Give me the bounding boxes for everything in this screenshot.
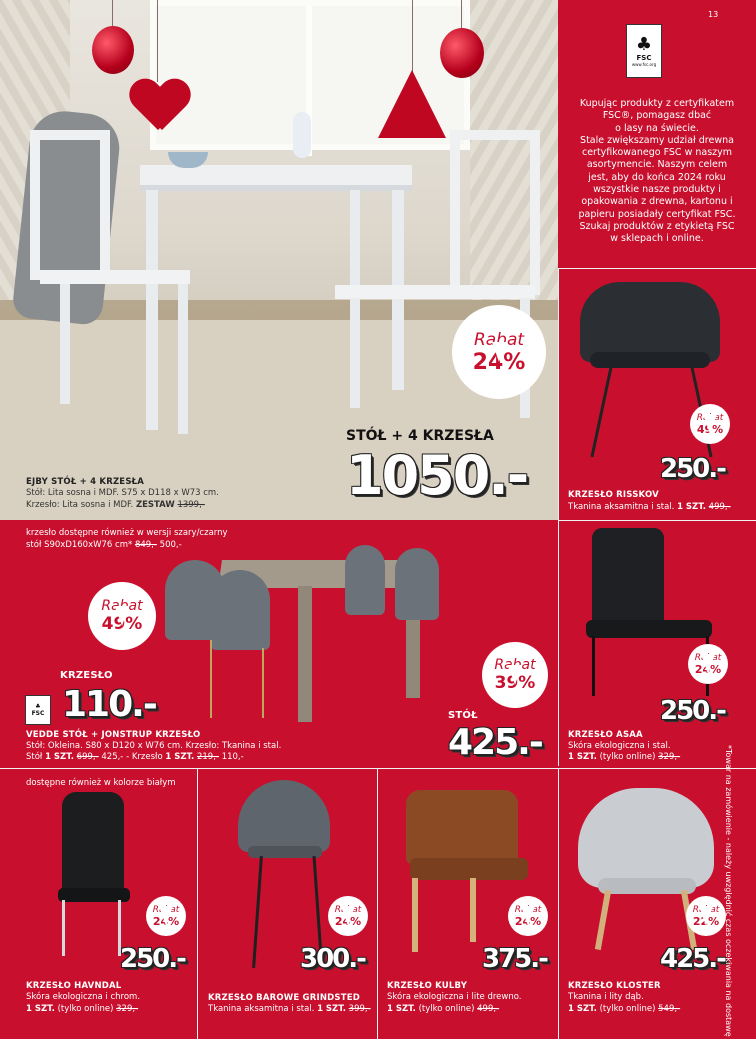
kloster-chair-image [578,788,714,888]
asaa-chair-seat [586,620,712,638]
chair-leg [592,636,595,696]
red-bauble-ornament-icon [92,26,134,74]
product-name: KRZESŁO KULBY [387,981,468,991]
discount-badge: Rabat 24% [328,896,368,936]
fsc-logo: ♣ FSC www.fsc.org [626,24,662,78]
price: 300.- [300,944,365,974]
white-chair-back [450,130,540,295]
discount-badge: Rabat 24% [146,896,186,936]
table-leg [146,190,158,430]
chair-leg [595,890,611,950]
chair-leg [262,648,264,718]
ornament-string [157,0,158,82]
divider [197,768,198,1039]
table-label: STÓŁ [448,710,478,721]
asaa-chair-image [592,528,664,628]
chair-leg [470,878,476,942]
havndal-chair-image [62,792,124,896]
divider [558,520,756,521]
discount-word: Rabat [473,329,525,350]
red-bauble-ornament-icon [440,28,484,78]
product-name: KRZESŁO BAROWE GRINDSTED [208,993,360,1003]
chair-leg [60,284,70,404]
price: 250.- [660,696,725,726]
risskov-chair-image [580,282,720,362]
fsc-info-text: Kupując produkty z certyfikatem FSC®, pomagasz dbać o lasy na świecie. Stale zwiększamy udział drewna certyfikowanego FSC w naszym asortymencie. Naszym celem jest, aby do końca 2024 roku wszystkie nasze produkty i opakowania z drewna, kartonu i papieru posiadały certyfikat FSC. Szukaj produktów z etykietą FSC w sklepach i online. [578,98,736,245]
divider [377,768,378,1039]
vase [293,112,311,158]
product-desc: Skóra ekologiczna i chrom. [26,992,141,1002]
product-name: VEDDE STÓŁ + JONSTRUP KRZESŁO [26,730,201,740]
white-chair-seat [335,285,535,299]
discount-value: 24% [472,349,526,375]
heart-ornament-icon [130,80,186,136]
price: 250.- [660,454,725,484]
chair-leg [178,284,188,434]
divider [558,768,559,1039]
chair-leg [412,878,418,952]
discount-badge: Rabat 24% [508,896,548,936]
product-desc: Krzesło: Lita sosna i MDF. ZESTAW 1399,- [26,500,205,510]
white-table-top [140,165,412,191]
product-desc: Stół 1 SZT. 699,- 425,- - Krzesło 1 SZT. 219,- 110,- [26,752,244,762]
price: 425.- [660,944,725,974]
discount-badge [452,305,546,399]
product-desc: 1 SZT. (tylko online) 329,- [568,752,681,762]
hero-photo [0,0,558,520]
product-desc: Skóra ekologiczna i lite drewno. [387,992,522,1002]
discount-badge: Rabat 49% [690,404,730,444]
hero-price: 1050.- [346,444,528,507]
product-desc: Stół: Lita sosna i MDF. S75 x D118 x W73 cm. [26,488,219,498]
product-desc: Tkanina i lity dąb. [568,992,644,1002]
table-leg [298,586,312,722]
ornament-string [412,0,413,72]
hero-headline: STÓŁ + 4 KRZESŁA [346,428,494,444]
fsc-mini-logo: ♣ FSC [25,695,51,725]
divider [558,268,559,766]
christmas-tree-ornament-icon [378,70,446,138]
product-desc: 1 SZT. (tylko online) 329,- [26,1004,139,1014]
tree-check-icon: ♣ [635,33,653,55]
white-chair-seat [40,270,190,284]
discount-badge: Rabat 39% [482,642,548,708]
product-desc: Stół: Okleina. S80 x D120 x W76 cm. Krzesło: Tkanina i stal. [26,741,282,751]
page-number: 13 [708,10,719,19]
divider [558,268,756,269]
ornament-string [461,0,462,30]
kulby-chair-seat [410,858,528,880]
price: 250.- [120,944,185,974]
kulby-chair-image [406,790,518,864]
product-name: KRZESŁO HAVNDAL [26,981,122,991]
price: 375.- [482,944,547,974]
chair-leg [590,367,612,458]
ornament-string [112,0,113,28]
product-desc: Skóra ekologiczna i stal. [568,741,671,751]
chair-leg [350,298,360,408]
chair-leg [252,856,263,968]
grindsted-barstool-image [238,780,330,852]
risskov-chair-seat [590,352,710,368]
product-desc: Tkanina aksamitna i stal. 1 SZT. 399,- [208,1004,371,1014]
jonstrup-chair-image [395,548,439,620]
product-name: KRZESŁO RISSKOV [568,490,659,500]
product-desc: 1 SZT. (tylko online) 549,- [568,1004,681,1014]
product-desc: 1 SZT. (tylko online) 499,- [387,1004,500,1014]
chair-leg [62,900,65,956]
availability-note: stół S90xD160xW76 cm* 849,- 500,- [26,540,182,550]
availability-note: krzesło dostępne również w wersji szary/czarny [26,528,228,538]
product-desc: Tkanina aksamitna i stal. 1 SZT. 499,- [568,502,731,512]
white-chair-back [30,130,110,280]
product-name: KRZESŁO ASAA [568,730,643,740]
availability-note: dostępne również w kolorze białym [26,778,176,788]
delivery-note: *Towar na zamówienie - należy uwzględnić czas oczekiwania na dostawę [724,745,733,1037]
discount-badge: Rabat 24% [688,644,728,684]
chair-leg [210,640,212,718]
jonstrup-chair-image [345,545,385,615]
discount-badge: Rabat 22% [686,896,726,936]
chair-price: 110.- [62,684,156,725]
product-name: KRZESŁO KLOSTER [568,981,661,991]
jonstrup-chair-image [210,570,270,650]
chair-leg [313,856,323,956]
divider [0,768,756,769]
tree-check-icon: ♣ [35,703,41,710]
discount-badge: Rabat 49% [88,582,156,650]
table-price: 425.- [448,722,542,763]
product-name: EJBY STÓŁ + 4 KRZESŁA [26,477,145,487]
chair-label: KRZESŁO [60,670,113,681]
